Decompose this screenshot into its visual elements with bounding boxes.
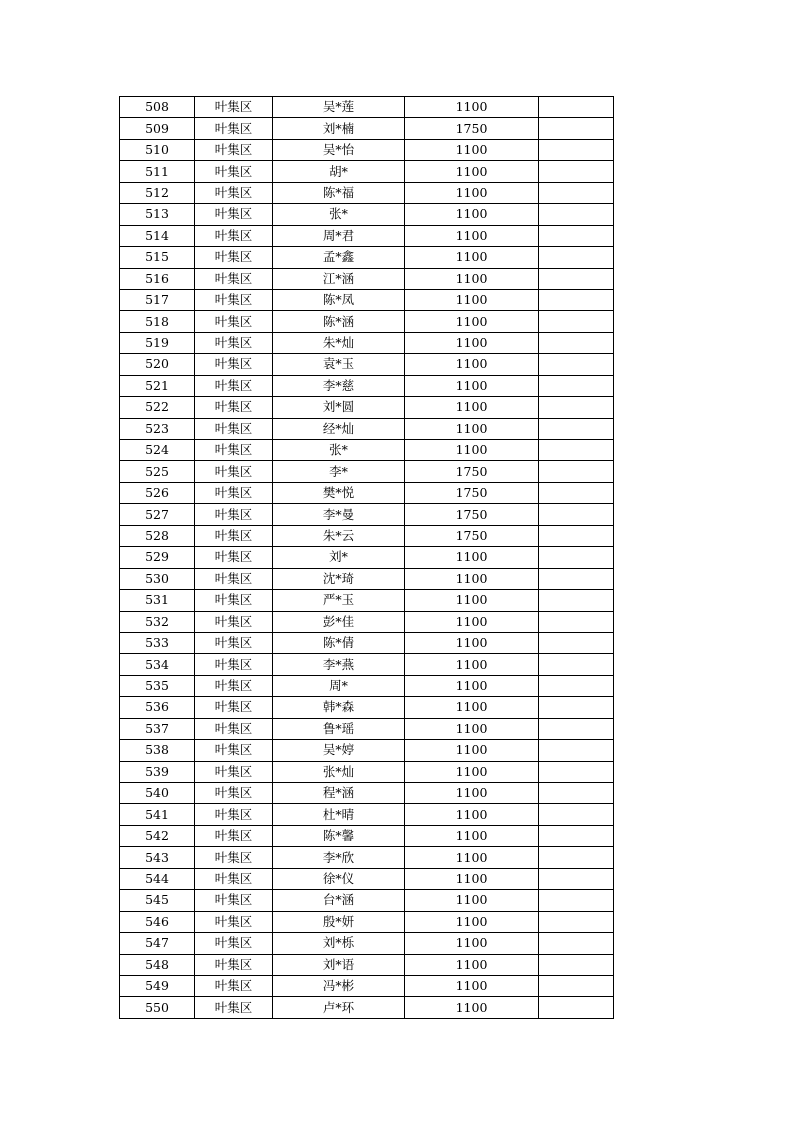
name-cell: 周*: [273, 675, 405, 696]
district-cell: 叶集区: [195, 482, 273, 503]
row-number-cell: 534: [120, 654, 195, 675]
table-row: [120, 418, 614, 439]
name-cell: 樊*悦: [273, 482, 405, 503]
name-cell: 杜*晴: [273, 804, 405, 825]
district-cell: 叶集区: [195, 161, 273, 182]
name-cell: 李*慈: [273, 375, 405, 396]
amount-cell: 1100: [405, 933, 539, 954]
row-number-cell: 541: [120, 804, 195, 825]
note-cell: [539, 804, 614, 825]
district-cell: 叶集区: [195, 375, 273, 396]
table-row: [120, 225, 614, 246]
row-number-cell: 547: [120, 933, 195, 954]
amount-cell: 1100: [405, 247, 539, 268]
row-number-cell: 529: [120, 547, 195, 568]
amount-cell: 1100: [405, 847, 539, 868]
row-number-cell: 510: [120, 139, 195, 160]
table-row: [120, 740, 614, 761]
note-cell: [539, 289, 614, 310]
table-row: [120, 611, 614, 632]
row-number-cell: 531: [120, 590, 195, 611]
district-cell: 叶集区: [195, 440, 273, 461]
row-number-cell: 546: [120, 911, 195, 932]
district-cell: 叶集区: [195, 590, 273, 611]
note-cell: [539, 440, 614, 461]
amount-cell: 1100: [405, 568, 539, 589]
note-cell: [539, 847, 614, 868]
note-cell: [539, 868, 614, 889]
name-cell: 张*灿: [273, 761, 405, 782]
district-cell: 叶集区: [195, 740, 273, 761]
note-cell: [539, 675, 614, 696]
district-cell: 叶集区: [195, 547, 273, 568]
name-cell: 陈*福: [273, 182, 405, 203]
table-row: [120, 311, 614, 332]
note-cell: [539, 332, 614, 353]
row-number-cell: 538: [120, 740, 195, 761]
amount-cell: 1100: [405, 161, 539, 182]
table-row: [120, 482, 614, 503]
name-cell: 经*灿: [273, 418, 405, 439]
name-cell: 李*: [273, 461, 405, 482]
row-number-cell: 512: [120, 182, 195, 203]
district-cell: 叶集区: [195, 825, 273, 846]
name-cell: 沈*琦: [273, 568, 405, 589]
amount-cell: 1100: [405, 547, 539, 568]
table-row: [120, 397, 614, 418]
note-cell: [539, 975, 614, 996]
table-row: [120, 139, 614, 160]
amount-cell: 1750: [405, 504, 539, 525]
table-row: [120, 761, 614, 782]
row-number-cell: 521: [120, 375, 195, 396]
name-cell: 陈*凤: [273, 289, 405, 310]
note-cell: [539, 311, 614, 332]
district-cell: 叶集区: [195, 525, 273, 546]
district-cell: 叶集区: [195, 97, 273, 118]
district-cell: 叶集区: [195, 783, 273, 804]
table-row: [120, 97, 614, 118]
name-cell: 胡*: [273, 161, 405, 182]
amount-cell: 1100: [405, 97, 539, 118]
note-cell: [539, 568, 614, 589]
name-cell: 周*君: [273, 225, 405, 246]
row-number-cell: 540: [120, 783, 195, 804]
row-number-cell: 533: [120, 632, 195, 653]
amount-cell: 1100: [405, 611, 539, 632]
name-cell: 吴*怡: [273, 139, 405, 160]
row-number-cell: 543: [120, 847, 195, 868]
note-cell: [539, 375, 614, 396]
note-cell: [539, 182, 614, 203]
row-number-cell: 550: [120, 997, 195, 1018]
amount-cell: 1100: [405, 697, 539, 718]
district-cell: 叶集区: [195, 332, 273, 353]
note-cell: [539, 461, 614, 482]
name-cell: 程*涵: [273, 783, 405, 804]
note-cell: [539, 911, 614, 932]
table-row: [120, 675, 614, 696]
amount-cell: 1100: [405, 718, 539, 739]
table-row: [120, 268, 614, 289]
amount-cell: 1100: [405, 289, 539, 310]
district-cell: 叶集区: [195, 933, 273, 954]
note-cell: [539, 482, 614, 503]
amount-cell: 1100: [405, 139, 539, 160]
row-number-cell: 523: [120, 418, 195, 439]
amount-cell: 1100: [405, 632, 539, 653]
district-cell: 叶集区: [195, 718, 273, 739]
name-cell: 李*燕: [273, 654, 405, 675]
district-cell: 叶集区: [195, 247, 273, 268]
table-row: [120, 632, 614, 653]
row-number-cell: 548: [120, 954, 195, 975]
name-cell: 陈*馨: [273, 825, 405, 846]
note-cell: [539, 418, 614, 439]
row-number-cell: 524: [120, 440, 195, 461]
row-number-cell: 513: [120, 204, 195, 225]
row-number-cell: 537: [120, 718, 195, 739]
amount-cell: 1100: [405, 890, 539, 911]
district-cell: 叶集区: [195, 118, 273, 139]
amount-cell: 1750: [405, 461, 539, 482]
name-cell: 卢*环: [273, 997, 405, 1018]
name-cell: 孟*鑫: [273, 247, 405, 268]
amount-cell: 1100: [405, 332, 539, 353]
row-number-cell: 516: [120, 268, 195, 289]
table-row: [120, 332, 614, 353]
name-cell: 李*曼: [273, 504, 405, 525]
table-row: [120, 804, 614, 825]
table-row: [120, 868, 614, 889]
table-row: [120, 504, 614, 525]
table-row: [120, 525, 614, 546]
amount-cell: 1100: [405, 654, 539, 675]
note-cell: [539, 997, 614, 1018]
name-cell: 刘*楠: [273, 118, 405, 139]
name-cell: 袁*玉: [273, 354, 405, 375]
name-cell: 陈*倩: [273, 632, 405, 653]
table-row: [120, 289, 614, 310]
district-cell: 叶集区: [195, 268, 273, 289]
district-cell: 叶集区: [195, 418, 273, 439]
district-cell: 叶集区: [195, 504, 273, 525]
name-cell: 吴*婷: [273, 740, 405, 761]
district-cell: 叶集区: [195, 697, 273, 718]
table-row: [120, 161, 614, 182]
note-cell: [539, 825, 614, 846]
name-cell: 陈*涵: [273, 311, 405, 332]
table-row: [120, 997, 614, 1018]
amount-cell: 1100: [405, 997, 539, 1018]
name-cell: 刘*圆: [273, 397, 405, 418]
district-cell: 叶集区: [195, 954, 273, 975]
district-cell: 叶集区: [195, 868, 273, 889]
row-number-cell: 542: [120, 825, 195, 846]
row-number-cell: 519: [120, 332, 195, 353]
row-number-cell: 528: [120, 525, 195, 546]
name-cell: 韩*森: [273, 697, 405, 718]
district-cell: 叶集区: [195, 311, 273, 332]
row-number-cell: 520: [120, 354, 195, 375]
district-cell: 叶集区: [195, 997, 273, 1018]
note-cell: [539, 933, 614, 954]
amount-cell: 1100: [405, 783, 539, 804]
roster-table-container: [119, 96, 614, 1019]
amount-cell: 1100: [405, 225, 539, 246]
note-cell: [539, 247, 614, 268]
name-cell: 张*: [273, 440, 405, 461]
row-number-cell: 511: [120, 161, 195, 182]
table-row: [120, 654, 614, 675]
amount-cell: 1100: [405, 204, 539, 225]
row-number-cell: 518: [120, 311, 195, 332]
table-row: [120, 975, 614, 996]
table-row: [120, 954, 614, 975]
name-cell: 刘*栎: [273, 933, 405, 954]
name-cell: 冯*彬: [273, 975, 405, 996]
row-number-cell: 532: [120, 611, 195, 632]
table-row: [120, 847, 614, 868]
note-cell: [539, 590, 614, 611]
roster-table: [119, 96, 614, 1019]
table-row: [120, 440, 614, 461]
table-row: [120, 890, 614, 911]
amount-cell: 1100: [405, 440, 539, 461]
amount-cell: 1750: [405, 118, 539, 139]
district-cell: 叶集区: [195, 911, 273, 932]
amount-cell: 1100: [405, 311, 539, 332]
note-cell: [539, 139, 614, 160]
amount-cell: 1100: [405, 804, 539, 825]
note-cell: [539, 611, 614, 632]
amount-cell: 1100: [405, 268, 539, 289]
district-cell: 叶集区: [195, 397, 273, 418]
table-row: [120, 547, 614, 568]
district-cell: 叶集区: [195, 289, 273, 310]
amount-cell: 1100: [405, 761, 539, 782]
row-number-cell: 525: [120, 461, 195, 482]
row-number-cell: 522: [120, 397, 195, 418]
row-number-cell: 549: [120, 975, 195, 996]
name-cell: 鲁*瑶: [273, 718, 405, 739]
district-cell: 叶集区: [195, 675, 273, 696]
row-number-cell: 530: [120, 568, 195, 589]
amount-cell: 1100: [405, 975, 539, 996]
district-cell: 叶集区: [195, 204, 273, 225]
table-row: [120, 590, 614, 611]
table-row: [120, 182, 614, 203]
amount-cell: 1100: [405, 397, 539, 418]
table-row: [120, 718, 614, 739]
district-cell: 叶集区: [195, 139, 273, 160]
name-cell: 彭*佳: [273, 611, 405, 632]
district-cell: 叶集区: [195, 461, 273, 482]
table-row: [120, 697, 614, 718]
table-row: [120, 911, 614, 932]
row-number-cell: 545: [120, 890, 195, 911]
row-number-cell: 514: [120, 225, 195, 246]
district-cell: 叶集区: [195, 761, 273, 782]
note-cell: [539, 397, 614, 418]
note-cell: [539, 225, 614, 246]
table-row: [120, 204, 614, 225]
amount-cell: 1100: [405, 911, 539, 932]
amount-cell: 1100: [405, 954, 539, 975]
note-cell: [539, 547, 614, 568]
note-cell: [539, 740, 614, 761]
district-cell: 叶集区: [195, 568, 273, 589]
row-number-cell: 517: [120, 289, 195, 310]
table-row: [120, 825, 614, 846]
table-row: [120, 783, 614, 804]
amount-cell: 1100: [405, 590, 539, 611]
note-cell: [539, 954, 614, 975]
name-cell: 徐*仪: [273, 868, 405, 889]
note-cell: [539, 718, 614, 739]
amount-cell: 1100: [405, 375, 539, 396]
amount-cell: 1100: [405, 825, 539, 846]
name-cell: 刘*语: [273, 954, 405, 975]
table-row: [120, 375, 614, 396]
district-cell: 叶集区: [195, 890, 273, 911]
table-row: [120, 354, 614, 375]
table-row: [120, 933, 614, 954]
table-row: [120, 118, 614, 139]
table-row: [120, 247, 614, 268]
row-number-cell: 536: [120, 697, 195, 718]
name-cell: 朱*云: [273, 525, 405, 546]
district-cell: 叶集区: [195, 975, 273, 996]
amount-cell: 1100: [405, 182, 539, 203]
row-number-cell: 526: [120, 482, 195, 503]
name-cell: 张*: [273, 204, 405, 225]
row-number-cell: 508: [120, 97, 195, 118]
note-cell: [539, 632, 614, 653]
district-cell: 叶集区: [195, 225, 273, 246]
name-cell: 江*涵: [273, 268, 405, 289]
row-number-cell: 515: [120, 247, 195, 268]
name-cell: 严*玉: [273, 590, 405, 611]
district-cell: 叶集区: [195, 354, 273, 375]
district-cell: 叶集区: [195, 632, 273, 653]
name-cell: 吴*莲: [273, 97, 405, 118]
roster-table-body: [120, 97, 614, 1019]
row-number-cell: 544: [120, 868, 195, 889]
note-cell: [539, 525, 614, 546]
note-cell: [539, 504, 614, 525]
amount-cell: 1750: [405, 482, 539, 503]
district-cell: 叶集区: [195, 182, 273, 203]
note-cell: [539, 697, 614, 718]
amount-cell: 1750: [405, 525, 539, 546]
table-row: [120, 461, 614, 482]
note-cell: [539, 161, 614, 182]
amount-cell: 1100: [405, 675, 539, 696]
name-cell: 朱*灿: [273, 332, 405, 353]
note-cell: [539, 890, 614, 911]
district-cell: 叶集区: [195, 654, 273, 675]
district-cell: 叶集区: [195, 847, 273, 868]
note-cell: [539, 97, 614, 118]
row-number-cell: 509: [120, 118, 195, 139]
row-number-cell: 527: [120, 504, 195, 525]
amount-cell: 1100: [405, 418, 539, 439]
district-cell: 叶集区: [195, 611, 273, 632]
name-cell: 李*欣: [273, 847, 405, 868]
amount-cell: 1100: [405, 868, 539, 889]
note-cell: [539, 654, 614, 675]
note-cell: [539, 118, 614, 139]
table-row: [120, 568, 614, 589]
amount-cell: 1100: [405, 740, 539, 761]
note-cell: [539, 761, 614, 782]
name-cell: 殷*妍: [273, 911, 405, 932]
note-cell: [539, 268, 614, 289]
note-cell: [539, 354, 614, 375]
row-number-cell: 539: [120, 761, 195, 782]
note-cell: [539, 204, 614, 225]
district-cell: 叶集区: [195, 804, 273, 825]
name-cell: 台*涵: [273, 890, 405, 911]
row-number-cell: 535: [120, 675, 195, 696]
amount-cell: 1100: [405, 354, 539, 375]
name-cell: 刘*: [273, 547, 405, 568]
note-cell: [539, 783, 614, 804]
